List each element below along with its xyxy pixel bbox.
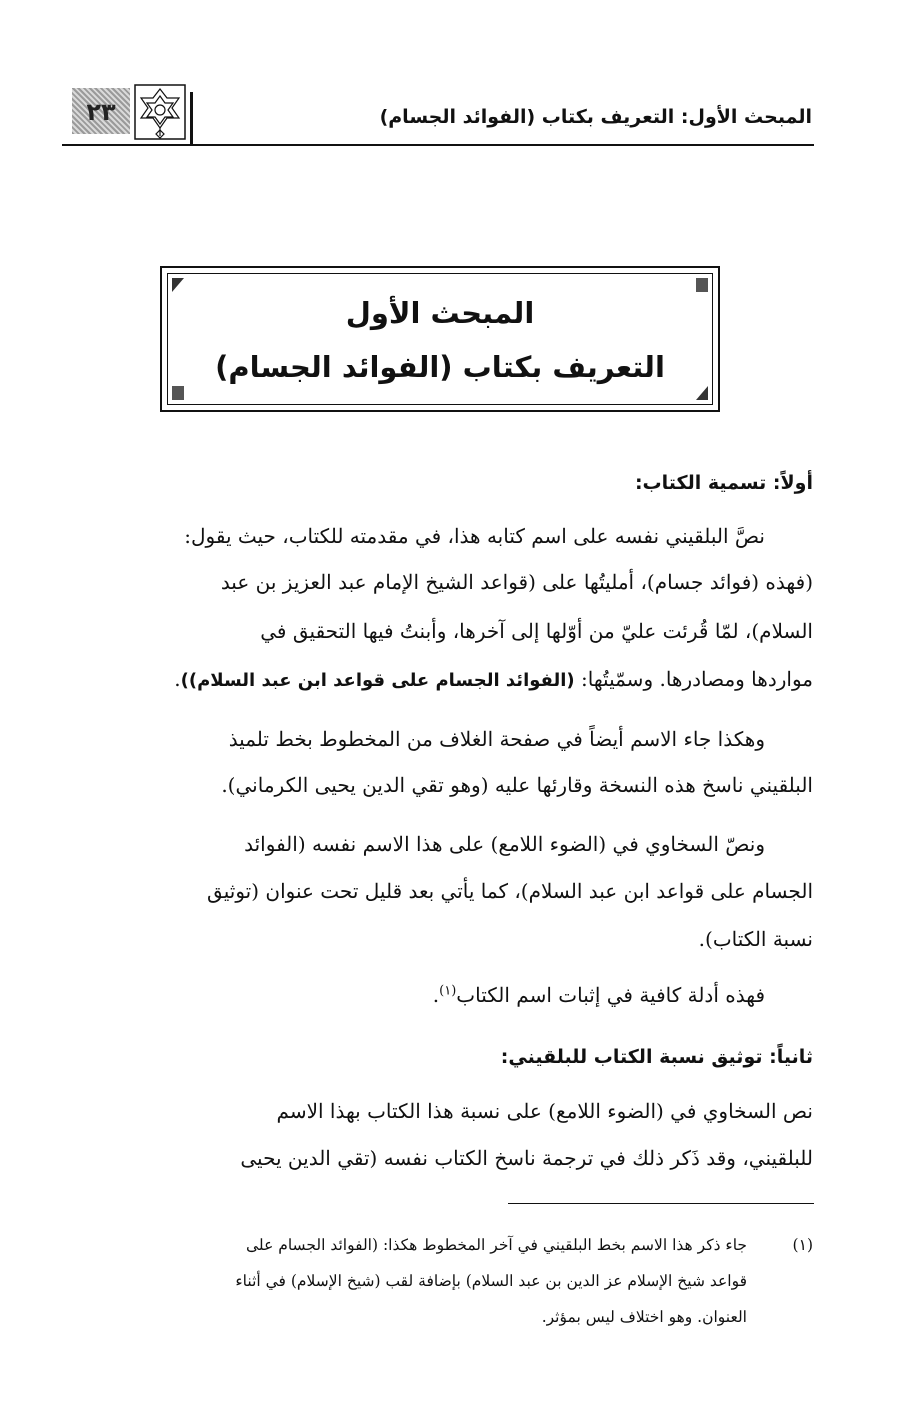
section-heading-attribution: ثانياً: توثيق نسبة الكتاب للبلقيني: xyxy=(500,1046,813,1068)
text-line-with-bold xyxy=(174,667,813,691)
section-heading-naming: أولاً: تسمية الكتاب: xyxy=(634,472,813,494)
chapter-title-box xyxy=(160,266,720,412)
text-run: فهذه أدلة كافية في إثبات اسم الكتاب xyxy=(456,983,765,1007)
running-header xyxy=(62,80,814,146)
text-line: السلام)، لمّا قُرئت عليّ من أوّلها إلى آخرها، وأبنتُ فيها التحقيق في xyxy=(260,619,813,643)
header-divider xyxy=(190,92,193,144)
text-line: وهكذا جاء الاسم أيضاً في صفحة الغلاف من المخطوط بخط تلميذ xyxy=(228,727,765,751)
footnote-line: العنوان. وهو اختلاف ليس بمؤثر. xyxy=(541,1308,747,1326)
corner-ornament-icon xyxy=(172,278,184,292)
corner-ornament-icon xyxy=(172,386,184,400)
page-number: ٢٣ xyxy=(86,98,116,126)
chapter-subtitle: التعريف بكتاب (الفوائد الجسام) xyxy=(215,350,665,384)
header-rule xyxy=(62,144,814,146)
chapter-title: المبحث الأول xyxy=(345,296,535,330)
corner-ornament-icon xyxy=(696,386,708,400)
text-run: . xyxy=(432,983,440,1007)
text-line: نص السخاوي في (الضوء اللامع) على نسبة هذا الكتاب بهذا الاسم xyxy=(276,1099,813,1123)
text-line: ونصّ السخاوي في (الضوء اللامع) على هذا الاسم نفسه (الفوائد xyxy=(244,832,765,856)
text-line: الجسام على قواعد ابن عبد السلام)، كما يأتي بعد قليل تحت عنوان (توثيق xyxy=(207,879,813,903)
footnote-rule xyxy=(508,1203,814,1204)
text-line: نصَّ البلقيني نفسه على اسم كتابه هذا، في مقدمته للكتاب، حيث يقول: xyxy=(184,524,765,548)
footnote-number: (١) xyxy=(792,1236,813,1254)
text-line: نسبة الكتاب). xyxy=(698,927,813,951)
book-full-title: (الفوائد الجسام على قواعد ابن عبد السلام)) xyxy=(180,670,575,691)
footnote-reference[interactable]: (١) xyxy=(439,983,457,999)
text-line xyxy=(433,983,765,1007)
text-line: (فهذه (فوائد جسام)، أمليتُها على (قواعد الشيخ الإمام عبد العزيز بن عبد xyxy=(220,570,813,594)
text-run: مواردها ومصادرها. وسمّيتُها: xyxy=(574,667,813,691)
ornament-icon xyxy=(134,84,186,140)
text-line: البلقيني ناسخ هذه النسخة وقارئها عليه (وهو تقي الدين يحيى الكرماني). xyxy=(221,773,813,797)
text-run: . xyxy=(174,667,181,691)
page-number-badge xyxy=(72,88,130,134)
text-line: للبلقيني، وقد ذَكر ذلك في ترجمة ناسخ الكتاب نفسه (تقي الدين يحيى xyxy=(240,1146,813,1170)
footnote-line: قواعد شيخ الإسلام عز الدين بن عبد السلام) بإضافة لقب (شيخ الإسلام) في أثناء xyxy=(235,1272,747,1290)
running-title: المبحث الأول: التعريف بكتاب (الفوائد الجسام) xyxy=(379,106,812,128)
corner-ornament-icon xyxy=(696,278,708,292)
footnote-line: جاء ذكر هذا الاسم بخط البلقيني في آخر المخطوط هكذا: (الفوائد الجسام على xyxy=(246,1236,747,1254)
